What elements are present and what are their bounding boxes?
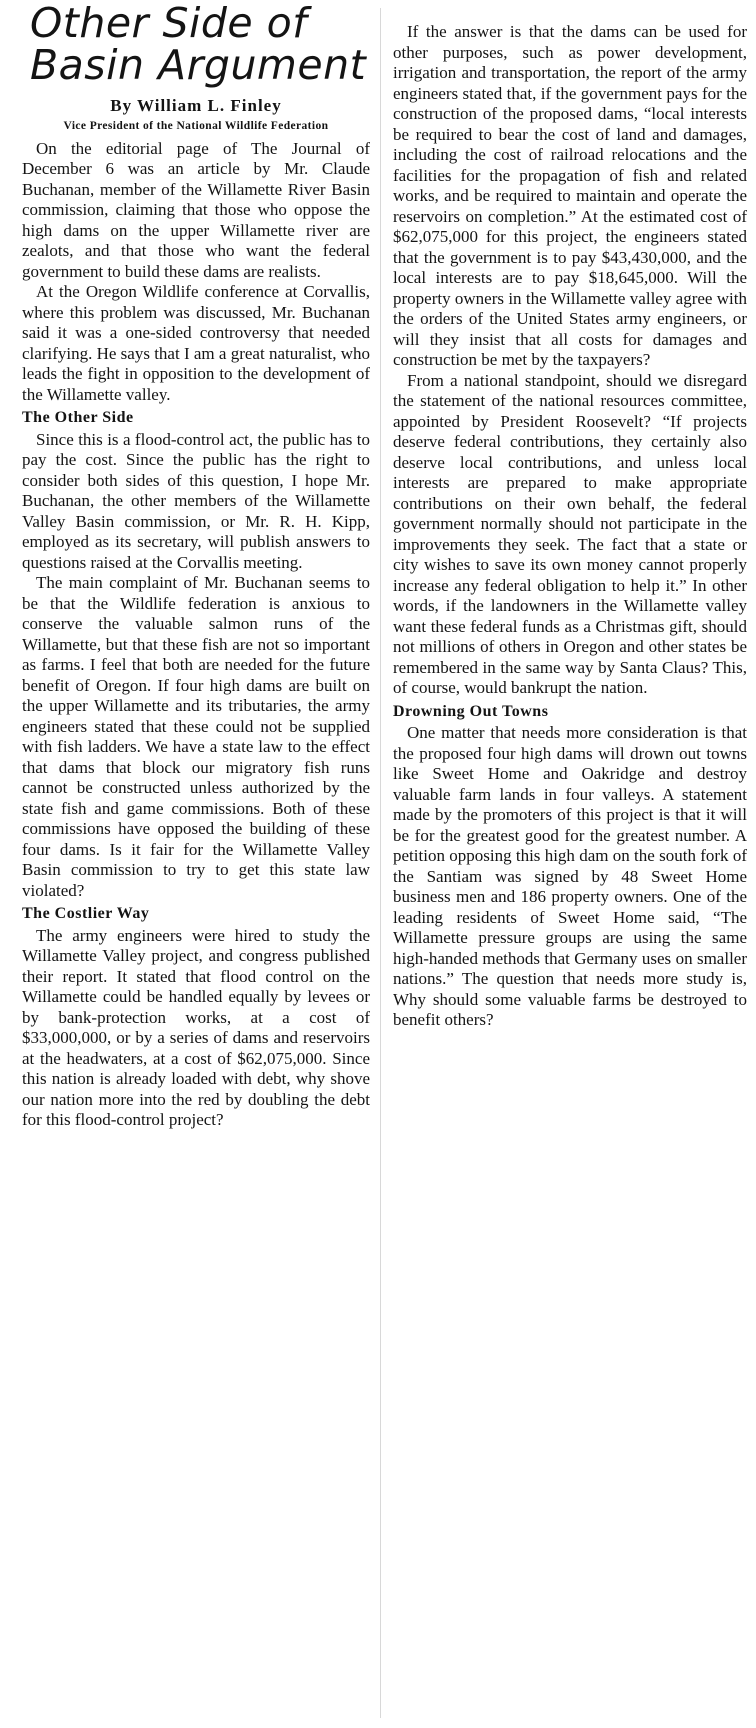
headline [30,0,370,89]
section-subhead: Drowning Out Towns [393,702,549,720]
left-column [22,0,370,1131]
article-paragraph: Since this is a flood-control act, the public has to pay the cost. Since the public has the right to consider both sides of this question, I hope Mr. Buchanan, the other members of the Willamette Valley Basin commission, or Mr. R. H. Kipp, employed as its secretary, will publish answers to questions raised at the Corvallis meeting. [22,429,370,572]
byline: By William L. Finley [110,96,282,115]
article-paragraph: If the answer is that the dams can be used for other purposes, such as power development, irrigation and transportation, the report of the army engineers stated that, if the government pays for the construction of the proposed dams, “local interests be required to bear the cost of land and damages, including the cost of railroad relocations and the facilities for the propagation of fish and related works, and be required to maintain and operate the reservoirs on completion.” At the estimated cost of $62,075,000 for this project, the engineers stated that the government is to pay $43,430,000, and the local interests are to pay $18,645,000. Will the property owners in the Willamette valley agree with the orders of the United States army engineers, or will they insist that all costs for damages and construction be met by the taxpayers? [393,22,747,369]
column-divider [380,8,381,1718]
article-paragraph: The main complaint of Mr. Buchanan seems to be that the Wildlife federation is anxious to conserve the valuable salmon runs of the Willamette, but that these fish are not so important as farms. I feel that both are needed for the future benefit of Oregon. If four high dams are built on the upper Willamette and its tributaries, the army engineers stated that these could not be supplied with fish ladders. We have a state law to the effect that dams that block our migratory fish runs cannot be constructed unless authorized by the state fish and game commissions. Both of these commissions have opposed the building of these four dams. Is it fair for the Willamette Valley Basin commission to try to get this state law violated? [22,573,370,900]
section-subhead: The Costlier Way [22,905,150,922]
right-column [393,22,747,1031]
article-paragraph: One matter that needs more consideration is that the proposed four high dams will drown out towns like Sweet Home and Oakridge and destroy valuable farm lands in four valleys. A statement made by the promoters of this project is that it will be for the greatest good for the greatest number. A petition opposing this high dam on the south fork of the Santiam was signed by 48 Sweet Home business men and 186 property owners. One of the leading residents of Sweet Home said, “The Willamette pressure groups are using the same high-handed methods that Germany uses on smaller nations.” The question that needs more study is, Why should some valuable farms be destroyed to benefit others? [393,723,747,1029]
article-paragraph: At the Oregon Wildlife conference at Corvallis, where this problem was discussed, Mr. Buchanan said it was a one-sided controversy that needed clarifying. He says that I am a great naturalist, who leads the fight in opposition to the development of the Willamette valley. [22,282,370,404]
section-subhead: The Other Side [22,409,134,426]
byline-title: Vice President of the National Wildlife Federation [63,119,329,132]
right-column-body [393,22,747,1031]
article-paragraph: From a national standpoint, should we disregard the statement of the national resources committee, appointed by President Roosevelt? “If projects deserve federal contributions, they certainly also deserve local contributions, and unless local interests are prepared to make appropriate contributions on their own behalf, the federal government normally should not participate in the improvements they seek. The fact that a state or city wishes to save its own money cannot properly increase any federal obligation to help it.” In other words, if the landowners in the Willamette valley want these federal funds as a Christmas gift, should not millions of others in Oregon and other states be remembered in the same way by Santa Claus? This, of course, would bankrupt the nation. [393,370,747,697]
headline-line-1: Other Side of [30,0,308,47]
article-paragraph: On the editorial page of The Journal of December 6 was an article by Mr. Claude Buchanan, member of the Willamette River Basin commission, claiming that those who oppose the high dams on the upper Willamette river are zealots, and that those who want the federal government to build these dams are realists. [22,138,370,281]
article-paragraph: The army engineers were hired to study the Willamette Valley project, and congress published their report. It stated that flood control on the Willamette could be handled equally by levees or by bank-protection works, at a cost of $33,000,000, or by a series of dams and reservoirs at the headwaters, at a cost of $62,075,000. Since this nation is already loaded with debt, why shove our nation more into the red by doubling the debt for this flood-control project? [22,925,370,1129]
headline-line-2: Basin Argument [30,41,367,89]
left-column-body [22,139,370,1131]
